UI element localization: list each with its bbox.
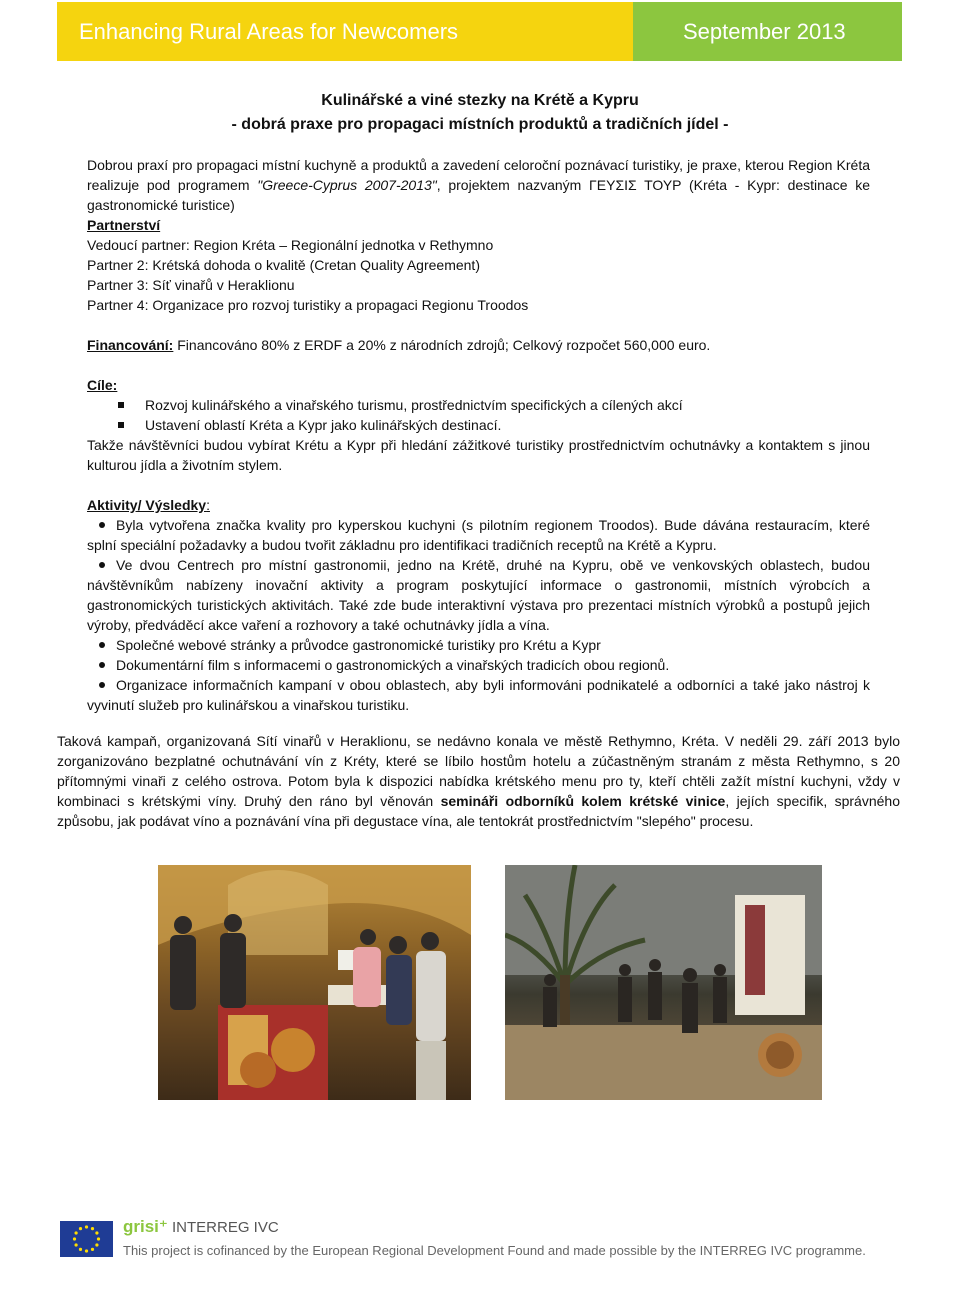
financing-text: Financováno 80% z ERDF a 20% z národních zdrojů; Celkový rozpočet 560,000 euro. [173,337,711,353]
activity-text: Byla vytvořena značka kvality pro kyperskou kuchyni (s pilotním regionem Troodos). Bude dávána restauracím, které splní speciální požadavky a budou tvořit základnu pro identifikaci tradičních receptů na Krétě a Kypru. [87,517,870,553]
banner-left-panel [57,2,633,61]
partnership-heading [87,215,870,235]
activity-text: Společné webové stránky a průvodce gastronomické turistiky pro Krétu a Kypr [116,637,601,653]
list-item [87,675,870,715]
banner-right-panel [633,2,902,61]
footer [60,1215,905,1265]
activity-text: Ve dvou Centrech pro místní gastronomii, jedno na Krétě, druhé na Kypru, obě ve venkovských oblastech, budou návštěvníkům nabízeny inovační aktivity a program poskytující informace o gastronomii, místních výrobcích a gastronomických turistických aktivitách. Také zde bude interaktivní výstava pro prezentaci místních výrobků a postupů jejich výroby, předváděcí akce vaření a rozhovory a také ochutnávky jídla a vína. [87,557,870,633]
list-item [87,415,870,435]
round-bullet-icon [99,662,105,668]
interreg-logo: INTERREG IVC [172,1219,279,1236]
activities-list [87,515,870,715]
goal-text: Ustavení oblastí Kréta a Kypr jako kulinářských destinací. [145,417,502,433]
activities-heading [87,495,870,515]
partner-line: Partner 4: Organizace pro rozvoj turistiky a propagaci Regionu Troodos [87,297,529,313]
banner-date: September 2013 [683,18,846,44]
list-item [87,635,870,655]
partner-line: Vedoucí partner: Region Kréta – Regionální jednotka v Rethymno [87,237,494,253]
square-bullet-icon [118,402,124,408]
intro-text-2: , projektem nazvaným ΓΕΥΣΙΣ ΤΟΥΡ (Kréta - Kypr: destinace ke gastronomické turistice) [87,177,871,213]
partner-line: Partner 2: Krétská dohoda o kvalitě (Cretan Quality Agreement) [87,257,480,273]
eu-flag-icon [60,1221,113,1257]
goals-list [87,395,870,435]
wine-tasting-photo [158,865,471,1100]
evening-event-photo [505,865,822,1100]
campaign-text-2: , jejích specifik, správného způsobu, jak podávat víno a poznávání vína při degustace vína, ale tentokrát prostřednictvím "slepého" procesu. [57,793,900,829]
main-content [87,155,870,715]
partnership-label: Partnerství [87,217,161,233]
campaign-text-1: Taková kampaň, organizovaná Sítí vinařů v Heraklionu, se nedávno konala ve městě Rethymno, Kréta. V neděli 29. září 2013 bylo zorganizováno bezplatné ochutnávání vín z Kréty, které se líbilo hostům hotelu a zúčastněným stranám z města Rethymno, s 20 přítomnými vinaři z celého ostrova. Potom byla k dispozici nabídka krétského menu pro ty, kteří chtěli zažít místní kuchyni, vždy v kombinaci s krétskými víny. Druhý den ráno byl věnován [57,733,900,809]
wine-tasting-photo-illustration [158,865,471,1100]
header-banner [57,2,902,61]
list-item [87,555,870,635]
page-subtitle: - dobrá praxe pro propagaci místních produktů a tradičních jídel - [231,116,729,133]
grisi-logo: grisi⁺ [123,1217,168,1236]
banner-title: Enhancing Rural Areas for Newcomers [79,18,459,44]
partner-line: Partner 3: Síť vinařů v Heraklionu [87,277,295,293]
list-item [87,655,870,675]
round-bullet-icon [99,642,105,648]
list-item [87,395,870,415]
goals-label: Cíle: [87,377,118,393]
goal-text: Rozvoj kulinářského a vinařského turismu, prostřednictvím specifických a cílených akcí [145,397,683,413]
evening-event-photo-illustration [505,865,822,1100]
activities-colon: : [206,497,210,513]
goals-summary: Takže návštěvníci budou vybírat Krétu a Kypr při hledání zážitkové turistiky prostřednictvím ochutnávky a kontaktem s jinou kulturou jídla a životním stylem. [87,437,870,473]
page-title: Kulinářské a viné stezky na Krétě a Kypru [321,92,639,109]
round-bullet-icon [99,522,105,528]
campaign-bold: semináři odborníků kolem krétské vinice [440,793,726,809]
round-bullet-icon [99,682,105,688]
activities-label: Aktivity/ Výsledky [87,497,207,513]
list-item [87,515,870,555]
intro-paragraph [87,155,870,215]
cofinance-note: This project is cofinanced by the European Regional Development Found and made possible by the INTERREG IVC programme. [123,1243,866,1258]
activity-text: Organizace informačních kampaní v obou oblastech, aby byli informováni podnikatelé a odborníci a také jako nástroj k vyvinutí služeb pro kulinářskou a vinařskou turistiku. [87,677,870,713]
goals-heading [87,375,870,395]
intro-program: "Greece-Cyprus 2007-2013" [257,177,437,193]
financing-paragraph [87,335,870,355]
intro-text-1: Dobrou praxí pro propagaci místní kuchyně a produktů a zavedení celoroční poznávací turistiky, je praxe, kterou Region Kréta realizuje pod programem [87,157,870,193]
eu-stars-icon [60,1221,113,1257]
campaign-paragraph [57,731,900,831]
financing-label: Financování: [87,337,174,353]
square-bullet-icon [118,422,124,428]
activity-text: Dokumentární film s informacemi o gastronomických a vinařských tradicích obou regionů. [116,657,670,673]
round-bullet-icon [99,562,105,568]
